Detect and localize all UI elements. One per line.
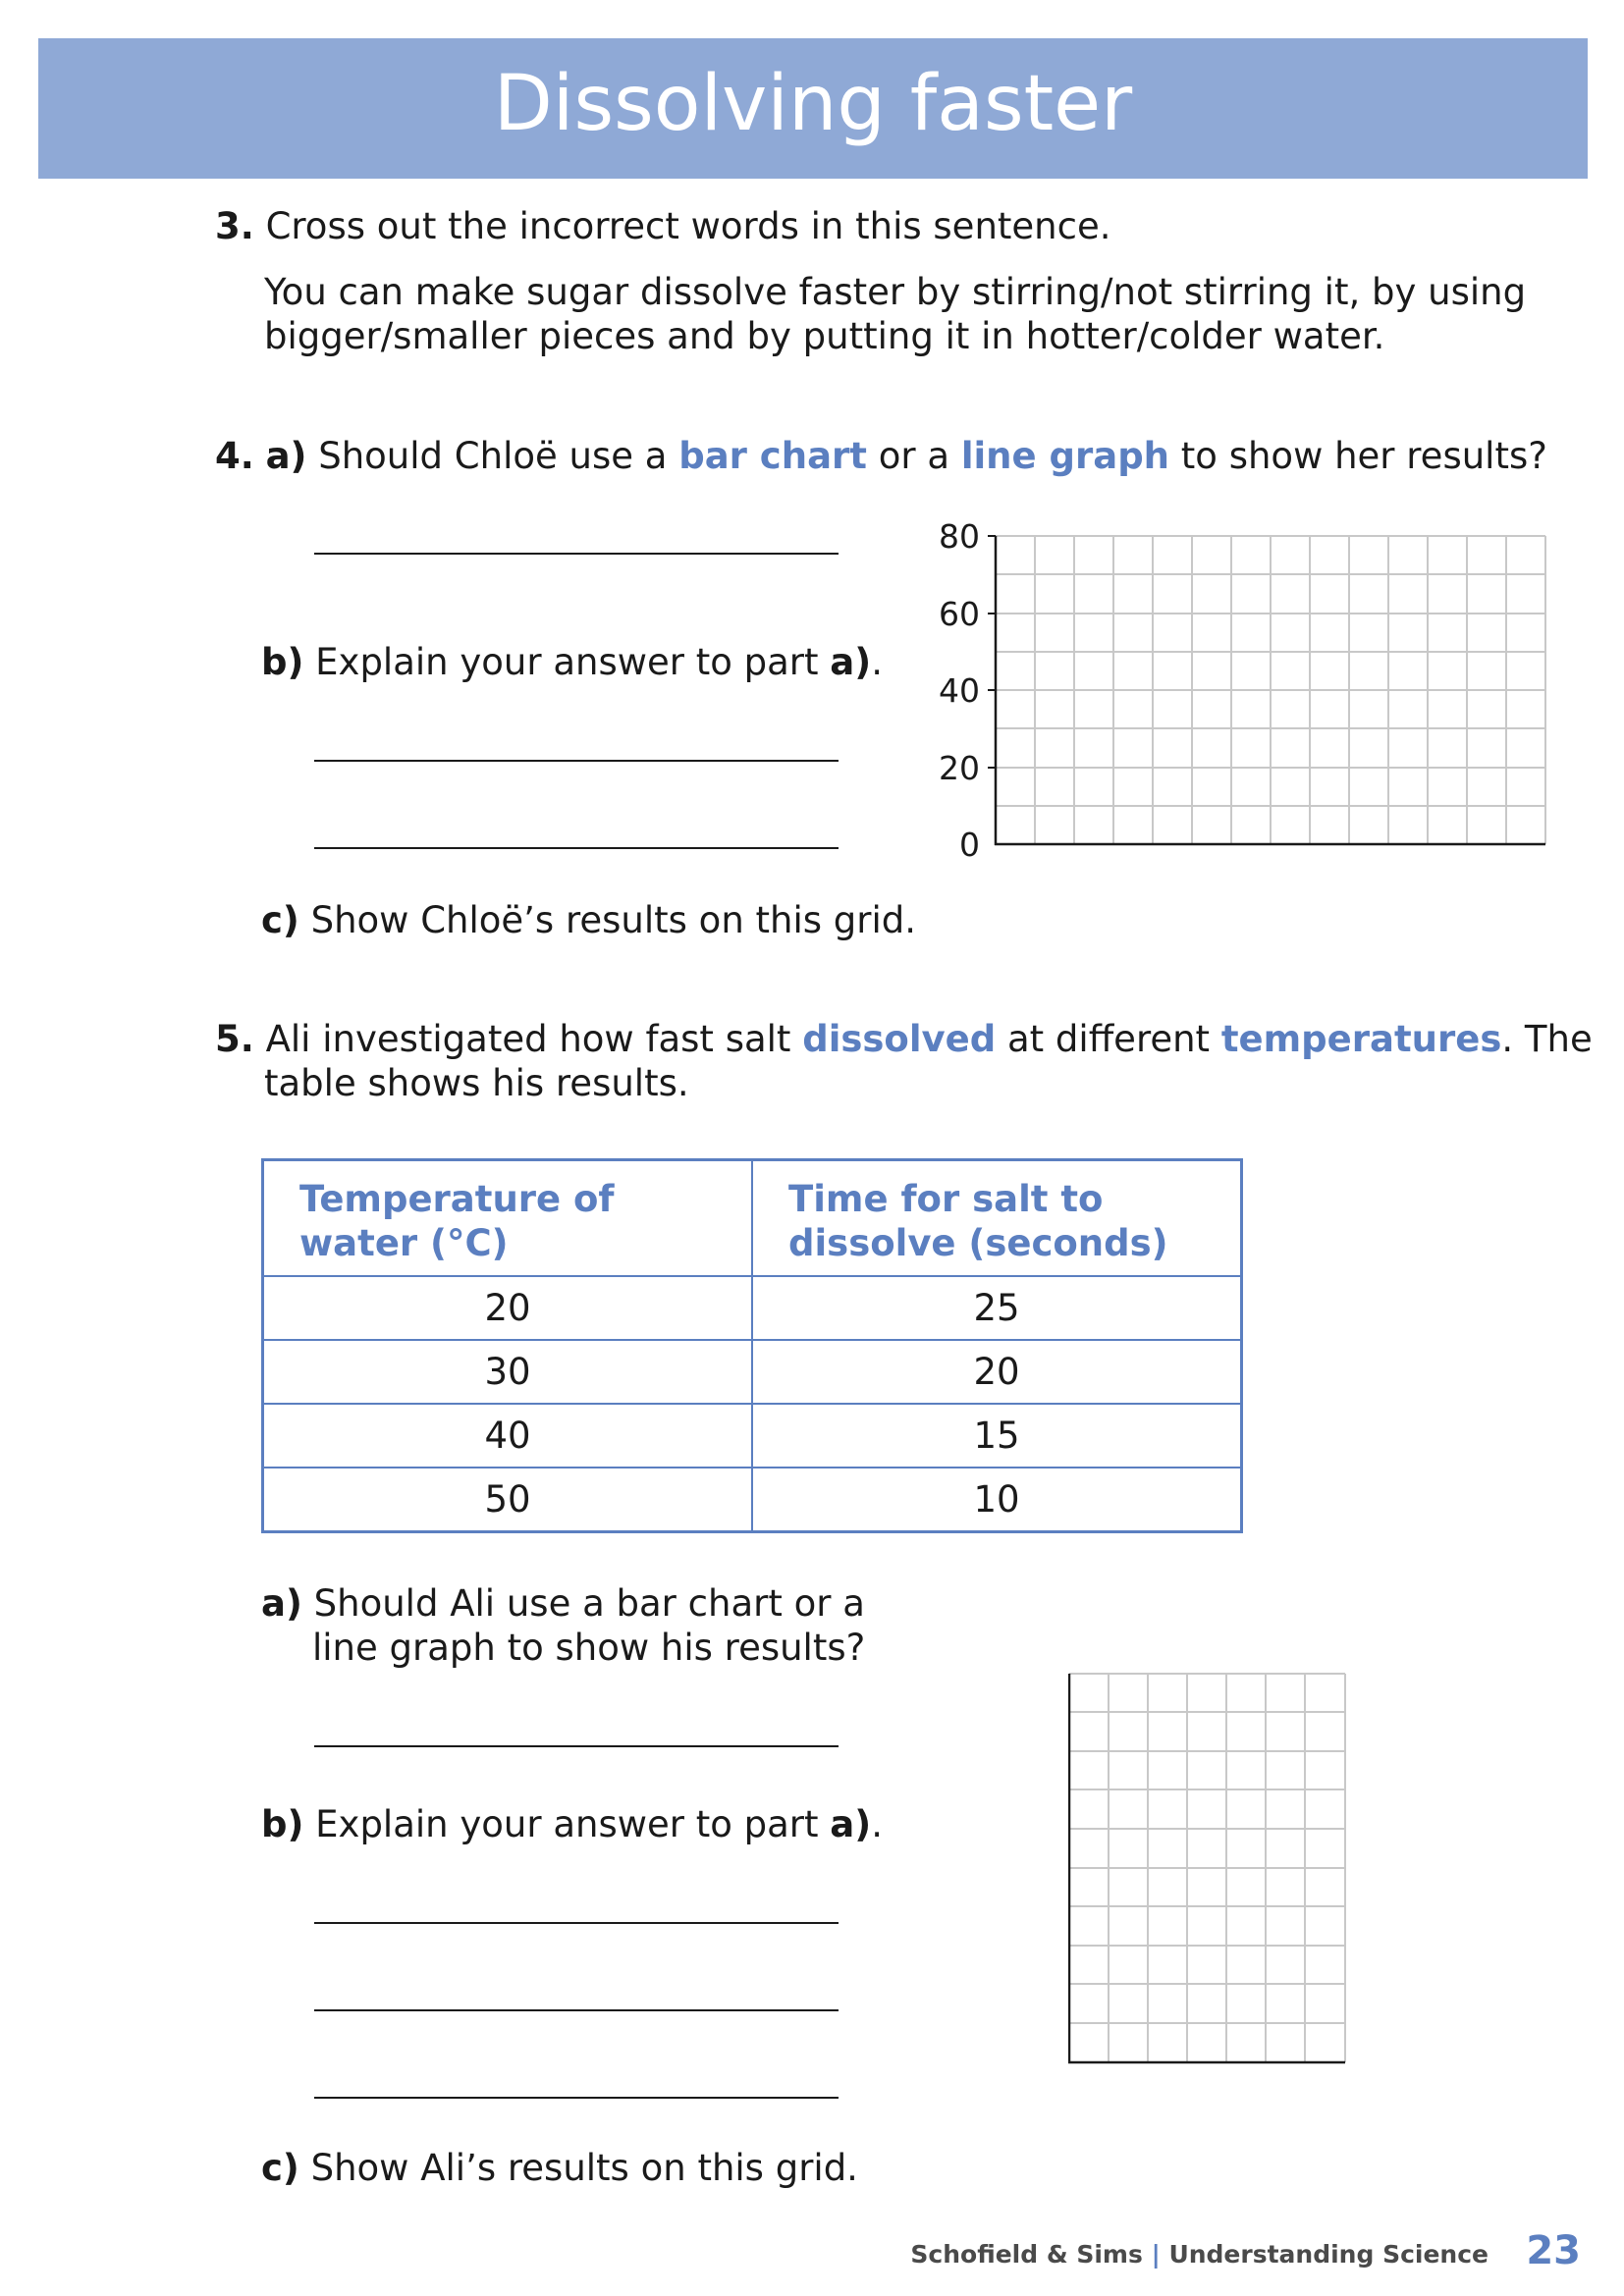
q5-intro-post: . The (1501, 1018, 1593, 1060)
q3-sentence-line2: bigger/smaller pieces and by putting it in hotter/colder water. (264, 315, 1385, 357)
q4-a-text-pre: Should Chloë use a (318, 435, 668, 477)
page-title: Dissolving faster (493, 60, 1133, 148)
q4-y-tick-label: 20 (939, 749, 980, 787)
q5-b-answer-line-1[interactable] (314, 1922, 839, 1924)
q4-a-term-line-graph: line graph (960, 435, 1170, 477)
table-header-temperature: Temperature of water (°C) (263, 1160, 753, 1277)
q5-grid-lines (1069, 1674, 1345, 2062)
table-cell-temperature: 50 (263, 1468, 753, 1532)
page-number: 23 (1526, 2228, 1581, 2273)
q5-number: 5. (215, 1018, 254, 1060)
table-cell-time: 10 (752, 1468, 1242, 1532)
table-row (263, 1404, 1242, 1468)
q4-y-tick-label: 60 (939, 595, 980, 633)
q5-intro (215, 1017, 1593, 1061)
q3-number: 3. (215, 205, 254, 247)
q4-a-label: a) (265, 435, 307, 477)
q4-b-answer-line-2[interactable] (314, 847, 839, 849)
table-row (263, 1468, 1242, 1532)
table-row (263, 1340, 1242, 1404)
q4-b-ref: a) (830, 641, 872, 683)
footer-series: Understanding Science (1168, 2240, 1489, 2269)
q4-a-text-mid: or a (878, 435, 950, 477)
q4-c-label: c) (261, 899, 299, 941)
q5-intro-mid: at different (1006, 1018, 1211, 1060)
q5-graph-grid[interactable] (1068, 1672, 1349, 2066)
q4-b-text: Explain your answer to part (315, 641, 819, 683)
q4-y-tick-label: 40 (939, 671, 980, 710)
q5-a-answer-line[interactable] (314, 1745, 839, 1747)
q5-b-label: b) (261, 1803, 304, 1845)
footer-separator: | (1151, 2240, 1161, 2269)
q4-part-a (215, 434, 1547, 478)
footer-publisher: Schofield & Sims (910, 2240, 1143, 2269)
table-cell-time: 20 (752, 1340, 1242, 1404)
table-row (263, 1276, 1242, 1340)
q5-c-label: c) (261, 2147, 299, 2189)
table-cell-temperature: 40 (263, 1404, 753, 1468)
footer-credit (910, 2240, 1489, 2269)
table-cell-time: 15 (752, 1404, 1242, 1468)
q5-part-a (261, 1581, 865, 1626)
q4-a-term-bar-chart: bar chart (678, 435, 867, 477)
q4-b-end: . (871, 641, 883, 683)
q5-b-answer-line-2[interactable] (314, 2009, 839, 2011)
q5-part-b (261, 1802, 883, 1846)
q3-prompt-text: Cross out the incorrect words in this sentence. (265, 205, 1111, 247)
q5-part-c (261, 2146, 858, 2190)
q5-b-text: Explain your answer to part (315, 1803, 819, 1845)
q4-b-label: b) (261, 641, 304, 683)
table-cell-temperature: 20 (263, 1276, 753, 1340)
q5-b-ref: a) (830, 1803, 872, 1845)
q5-b-answer-line-3[interactable] (314, 2097, 839, 2099)
q5-c-text: Show Ali’s results on this grid. (310, 2147, 858, 2189)
q4-a-answer-line[interactable] (314, 553, 839, 555)
q5-intro-line2: table shows his results. (264, 1062, 689, 1104)
q4-y-tick-label: 80 (939, 517, 980, 556)
q5-term-dissolved: dissolved (802, 1018, 997, 1060)
q3-sentence-line1: You can make sugar dissolve faster by stirring/not stirring it, by using (264, 271, 1527, 313)
q5-term-temperatures: temperatures (1220, 1018, 1502, 1060)
q4-part-b (261, 640, 883, 684)
q4-a-text-post: to show her results? (1180, 435, 1547, 477)
q4-part-c (261, 898, 916, 942)
q4-number: 4. (215, 435, 254, 477)
results-table (261, 1158, 1243, 1533)
q5-intro-pre: Ali investigated how fast salt (265, 1018, 791, 1060)
q5-a-line1: Should Ali use a bar chart or a (313, 1582, 865, 1625)
q4-graph-grid[interactable] (923, 510, 1561, 864)
q3-prompt (215, 204, 1110, 248)
table-cell-temperature: 30 (263, 1340, 753, 1404)
q4-y-tick-label: 0 (959, 826, 980, 864)
q5-a-line2: line graph to show his results? (312, 1627, 866, 1669)
q4-c-text: Show Chloë’s results on this grid. (310, 899, 917, 941)
table-header-row (263, 1160, 1242, 1277)
table-cell-time: 25 (752, 1276, 1242, 1340)
table-header-time: Time for salt to dissolve (seconds) (752, 1160, 1242, 1277)
q5-b-end: . (871, 1803, 883, 1845)
q5-a-label: a) (261, 1582, 302, 1625)
title-banner (38, 38, 1588, 179)
q4-grid-lines (996, 536, 1545, 844)
q4-b-answer-line-1[interactable] (314, 760, 839, 762)
